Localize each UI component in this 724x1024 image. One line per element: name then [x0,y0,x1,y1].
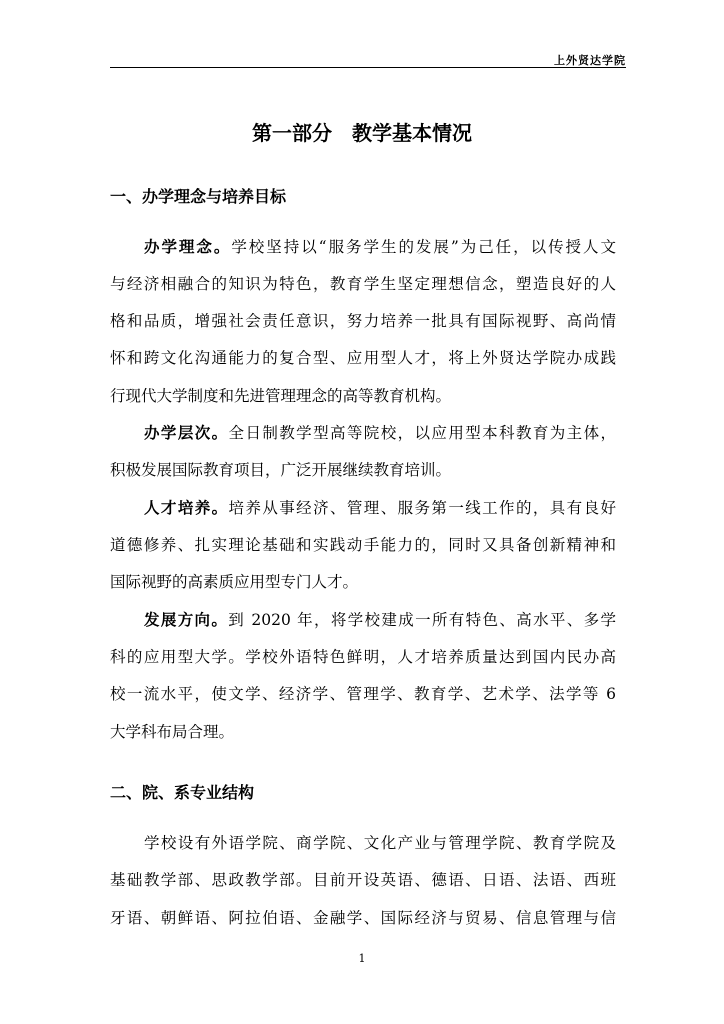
paragraph-line: 国际视野的高素质应用型专门人才。 [110,573,359,591]
paragraph-line: 校一流水平，使文学、经济学、管理学、教育学、艺术学、法学等 6 [110,685,616,703]
paragraph-line: 学校设有外语学院、商学院、文化产业与管理学院、教育学院及 [144,834,616,852]
section-heading-philosophy: 一、办学理念与培养目标 [110,187,287,206]
paragraph-line [144,610,616,630]
term-label: 发展方向。 [144,611,229,629]
term-label: 办学层次。 [144,424,229,442]
paragraph-text: 到 2020 年，将学校建成一所有特色、高水平、多学 [228,611,616,629]
paragraph-text: 学校坚持以“服务学生的发展”为己任，以传授人文 [231,238,616,256]
page-number: 1 [358,952,366,965]
paragraph-line: 格和品质，增强社会责任意识，努力培养一批具有国际视野、高尚情 [110,312,616,330]
paragraph-line: 科的应用型大学。学校外语特色鲜明，人才培养质量达到国内民办高 [110,648,616,666]
paragraph-line: 积极发展国际教育项目，广泛开展继续教育培训。 [110,461,452,479]
paragraph-line: 道德修养、扎实理论基础和实践动手能力的，同时又具备创新精神和 [110,536,616,554]
header-institution-name: 上外贤达学院 [554,54,626,67]
paragraph-text: 培养从事经济、管理、服务第一线工作的，具有良好 [228,499,616,517]
term-label: 办学理念。 [144,238,232,256]
paragraph-line [144,237,616,257]
paragraph-line [144,498,616,518]
section-heading-structure: 二、院、系专业结构 [110,783,255,802]
paragraph-line: 与经济相融合的知识为特色，教育学生坚定理想信念，塑造良好的人 [110,275,616,293]
header-divider [110,67,626,68]
paragraph-line: 基础教学部、思政教学部。目前开设英语、德语、日语、法语、西班 [110,871,616,889]
paragraph-line [144,423,616,443]
page-title: 第一部分 教学基本情况 [252,121,472,145]
paragraph-line: 牙语、朝鲜语、阿拉伯语、金融学、国际经济与贸易、信息管理与信 [110,909,616,927]
paragraph-line: 行现代大学制度和先进管理理念的高等教育机构。 [110,387,452,405]
paragraph-line: 大学科布局合理。 [110,723,235,741]
term-label: 人才培养。 [144,499,229,517]
paragraph-line: 怀和跨文化沟通能力的复合型、应用型人才，将上外贤达学院办成践 [110,349,616,367]
paragraph-text: 全日制教学型高等院校，以应用型本科教育为主体， [228,424,616,442]
